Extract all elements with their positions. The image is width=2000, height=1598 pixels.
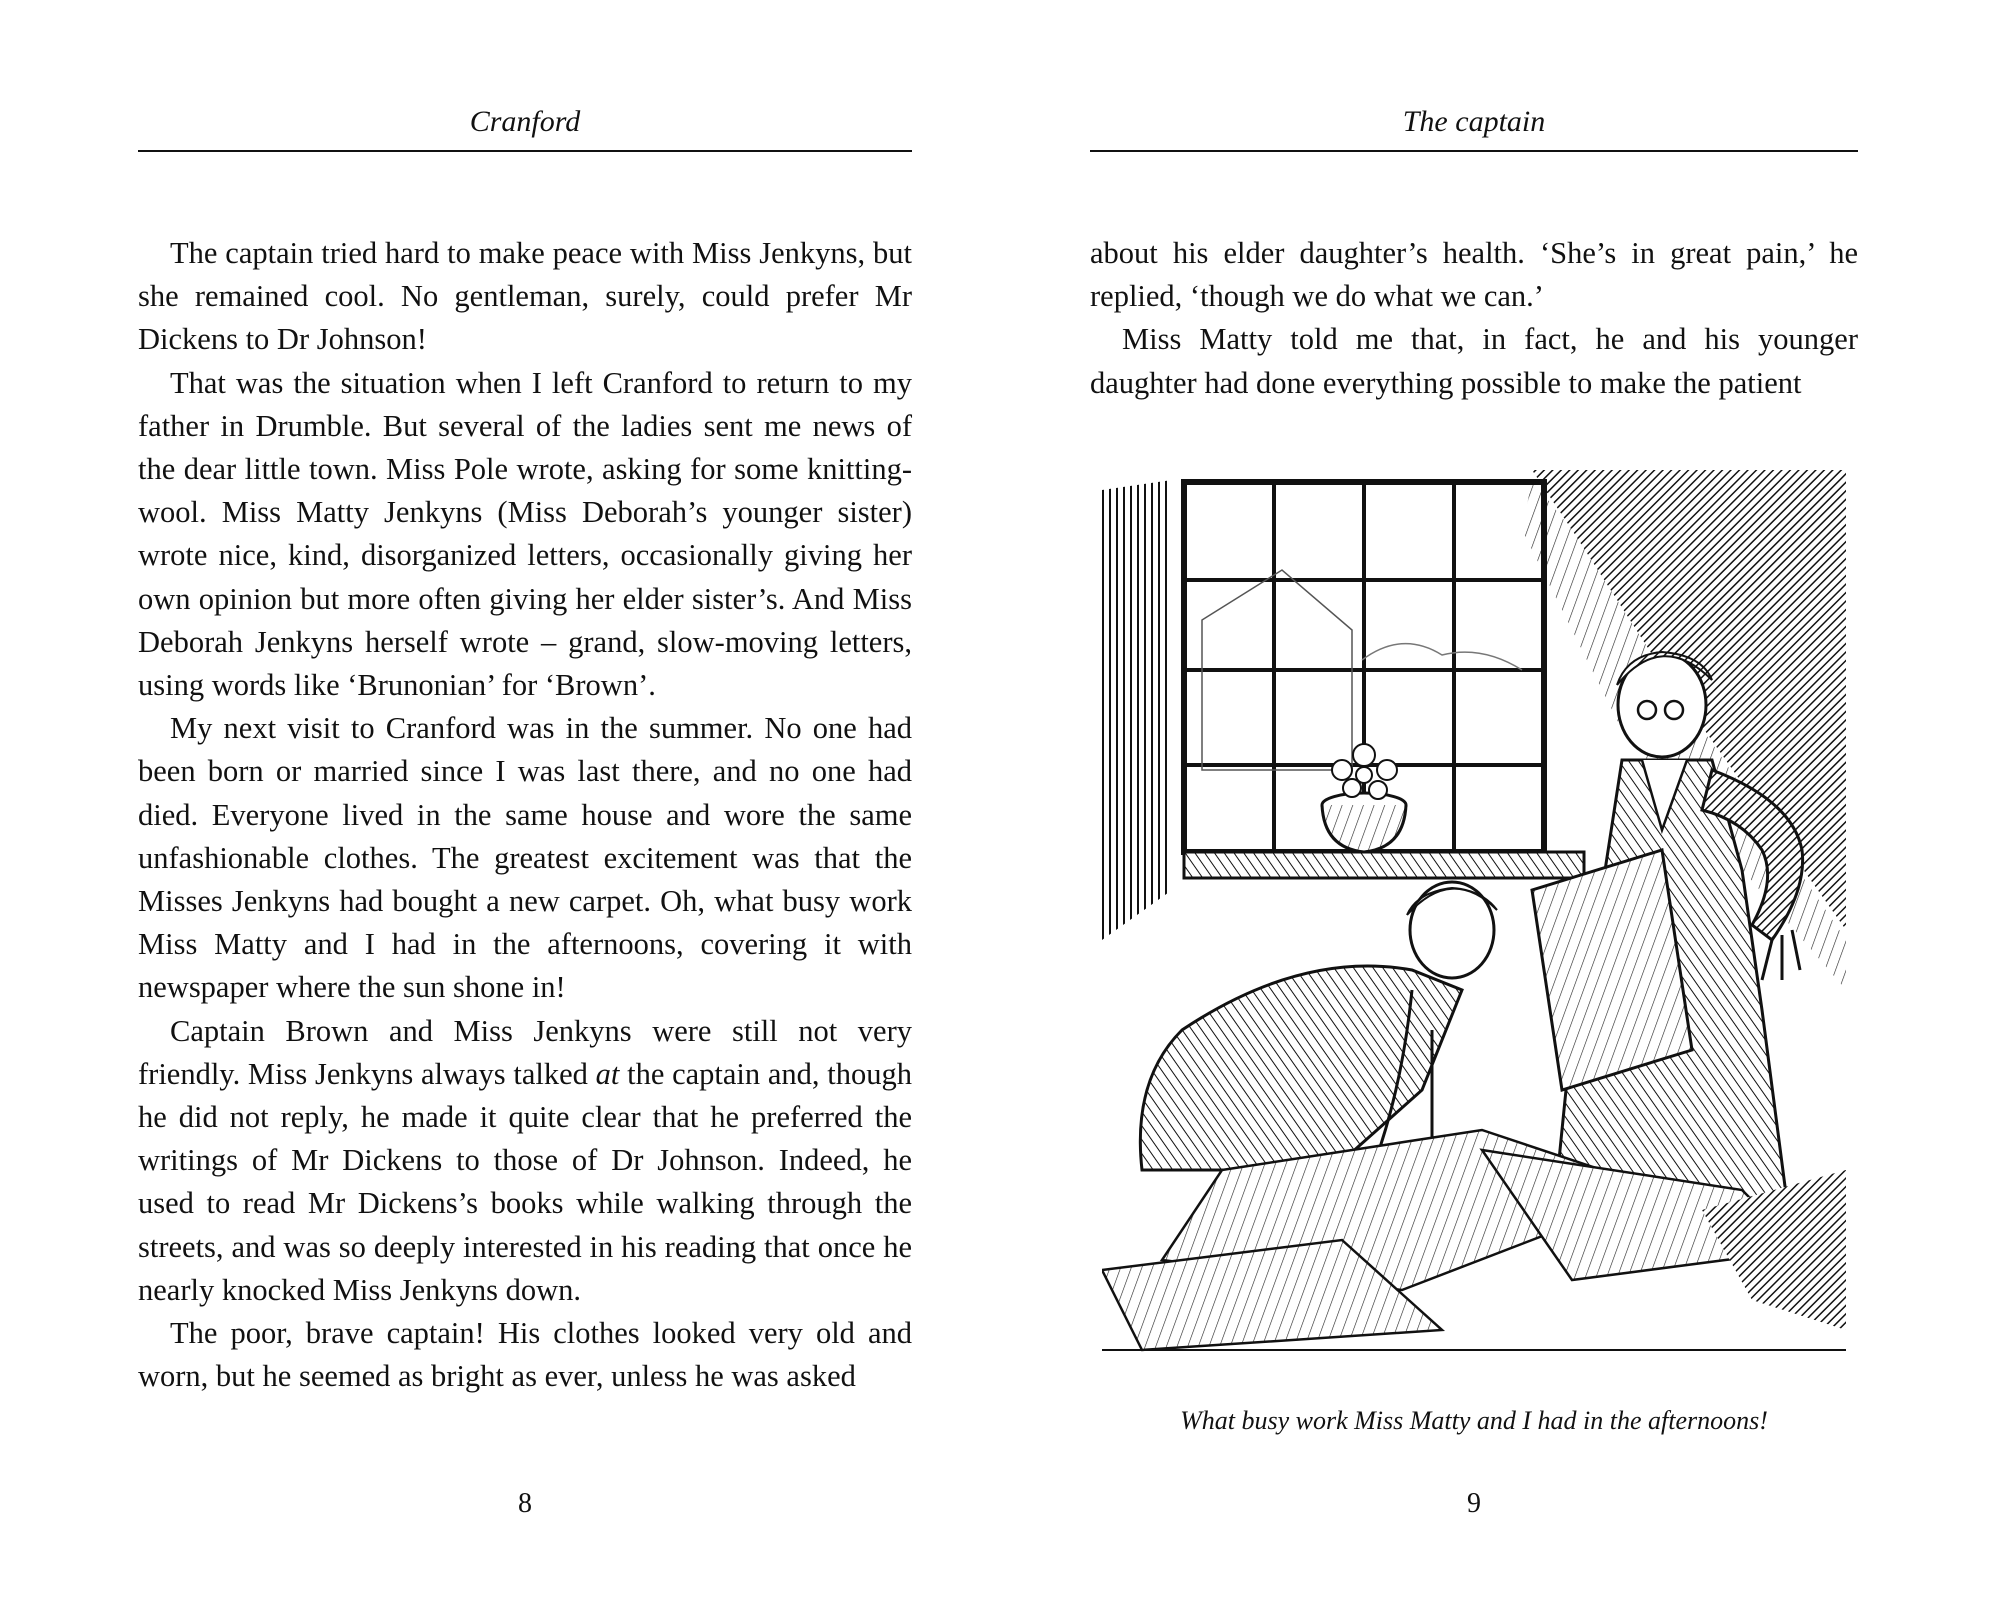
emphasis-text: at — [595, 1056, 620, 1091]
paragraph: about his elder daughter’s health. ‘She’s in great pain,’ he replied, ‘though we do what we can.’ — [1090, 236, 1858, 314]
kneeling-woman — [1140, 882, 1497, 1170]
newspaper-held — [1532, 850, 1692, 1090]
illustration-caption: What busy work Miss Matty and I had in the afternoons! — [1180, 1406, 1768, 1435]
flower-pot — [1322, 744, 1406, 852]
right-page — [1090, 0, 1858, 1598]
paragraph: The poor, brave captain! His clothes looked very old and worn, but he seemed as bright as ever, unless he was asked — [138, 1316, 912, 1394]
paragraph-text: Captain Brown and Miss Jenkyns were still not very friendly. Miss Jenkyns always talked — [138, 1013, 912, 1091]
left-page — [138, 0, 912, 1598]
paragraph: My next visit to Cranford was in the summer. No one had been born or married since I was last there, and no one had died. Everyone lived in the same house and wore the same unfashionable clothes. The greatest excitement was that the Misses Jenkyns had bought a new carpet. Oh, what busy work Miss Matty and I had in the afternoons, covering it with newspaper where the sun shone in! — [138, 711, 912, 1005]
paragraph-text: the captain and, though he did not reply, he made it quite clear that he preferred the writings of Mr Dickens to those of Dr Johnson. Indeed, he used to read Mr Dickens’s books while walking through the streets, and was so deeply interested in his reading that once he nearly knocked Miss Jenkyns down. — [138, 1056, 912, 1307]
illustration — [1102, 470, 1846, 1370]
running-head-right: The captain — [1402, 105, 1546, 138]
body-text-right — [1090, 232, 1858, 405]
body-text-left — [138, 232, 912, 1398]
running-head-left: Cranford — [469, 105, 581, 138]
paragraph: That was the situation when I left Cranford to return to my father in Drumble. But several of the ladies sent me news of the dear little town. Miss Pole wrote, asking for some knitting-wool. Miss Matty Jenkyns (Miss Deborah’s younger sister) wrote nice, kind, disorganized letters, occasionally giving her own opinion but more often giving her elder sister’s. And Miss Deborah Jenkyns herself wrote – grand, slow-moving letters, using words like ‘Brunonian’ for ‘Brown’. — [138, 365, 912, 703]
wall-shading — [1102, 480, 1172, 940]
paragraph: The captain tried hard to make peace with Miss Jenkyns, but she remained cool. No gentleman, surely, could prefer Mr Dickens to Dr Johnson! — [138, 236, 912, 357]
paragraph: Miss Matty told me that, in fact, he and his younger daughter had done everything possible to make the patient — [1090, 322, 1858, 400]
header-rule-right — [1090, 150, 1858, 152]
illustration-drawing — [1102, 470, 1846, 1370]
header-rule-left — [138, 150, 912, 152]
page-number-left: 8 — [518, 1488, 532, 1519]
page-number-right: 9 — [1467, 1488, 1481, 1519]
paragraph — [138, 1010, 912, 1312]
